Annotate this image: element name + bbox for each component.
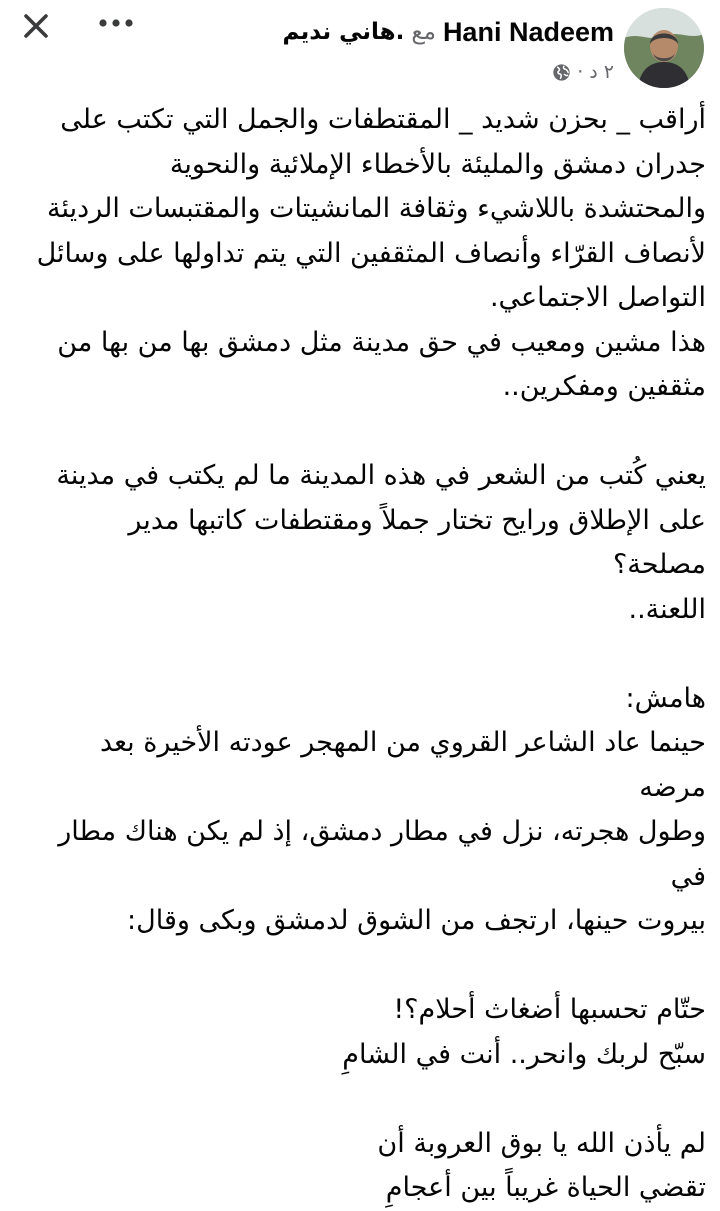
post-header <box>0 0 720 90</box>
post-text-line: لأنصاف القرّاء وأنصاف المثقفين التي يتم تداولها على وسائل <box>36 237 706 269</box>
globe-icon <box>552 63 571 82</box>
blank-line <box>30 1077 706 1122</box>
post-text-line: حينما عاد الشاعر القروي من المهجر عودته الأخيرة بعد مرضه <box>99 727 706 803</box>
post-text-line: مصلحة؟ <box>612 549 706 580</box>
with-label: مع <box>411 19 436 45</box>
author-avatar[interactable] <box>624 8 704 88</box>
close-button[interactable] <box>18 8 54 44</box>
post-meta <box>552 58 614 86</box>
post-text-line: سبّح لربك وانحر.. أنت في الشامِ <box>342 1038 706 1070</box>
author-name[interactable]: Hani Nadeem <box>442 16 614 47</box>
post-time[interactable]: ٢ د <box>589 61 614 83</box>
post-text-line: هذا مشين ومعيب في حق مدينة مثل دمشق بها من بها من <box>57 326 706 358</box>
post-text-line: هامش: <box>625 682 706 714</box>
post-text-line: أراقب _ بحزن شديد _ المقتطفات والجمل التي تكتب على <box>60 104 706 135</box>
blank-line <box>30 410 706 455</box>
post-text-line: لم يأذن الله يا بوق العروبة أن <box>377 1127 706 1159</box>
post-text-line: حتّام تحسبها أضغاث أحلام؟! <box>393 994 706 1025</box>
post-text-line: وطول هجرته، نزل في مطار دمشق، إذ لم يكن هناك مطار في <box>58 816 706 892</box>
blank-line <box>30 632 706 677</box>
post-text-line: تقضي الحياة غريباً بين أعجامِ <box>385 1172 706 1203</box>
close-icon <box>23 13 49 39</box>
post-text-line: جدران دمشق والمليئة بالأخطاء الإملائية والنحوية <box>169 148 706 180</box>
post-text-line: يعني كُتب من الشعر في هذه المدينة ما لم يكتب في مدينة <box>56 460 706 491</box>
more-options-button[interactable] <box>94 8 138 38</box>
post-text-line: بيروت حينها، ارتجف من الشوق لدمشق وبكى وقال: <box>127 905 706 936</box>
post-text-line: مثقفين ومفكرين.. <box>502 371 706 402</box>
post-text-line: اللعنة.. <box>628 593 706 625</box>
author-line <box>283 12 614 52</box>
tagged-user-name[interactable]: هاني نديم. <box>282 19 405 45</box>
more-options-icon <box>98 18 134 28</box>
avatar-image <box>624 8 704 88</box>
post-text-line: على الإطلاق ورايح تختار جملاً ومقتطفات كاتبها مدير <box>128 504 706 536</box>
meta-separator: · <box>577 61 584 83</box>
blank-line <box>30 944 706 989</box>
post-text-line: التواصل الاجتماعي. <box>489 282 706 313</box>
post-text-line: والمحتشدة باللاشيء وثقافة المانشيتات والمقتبسات الرديئة <box>47 193 706 224</box>
post-text <box>30 98 706 1211</box>
